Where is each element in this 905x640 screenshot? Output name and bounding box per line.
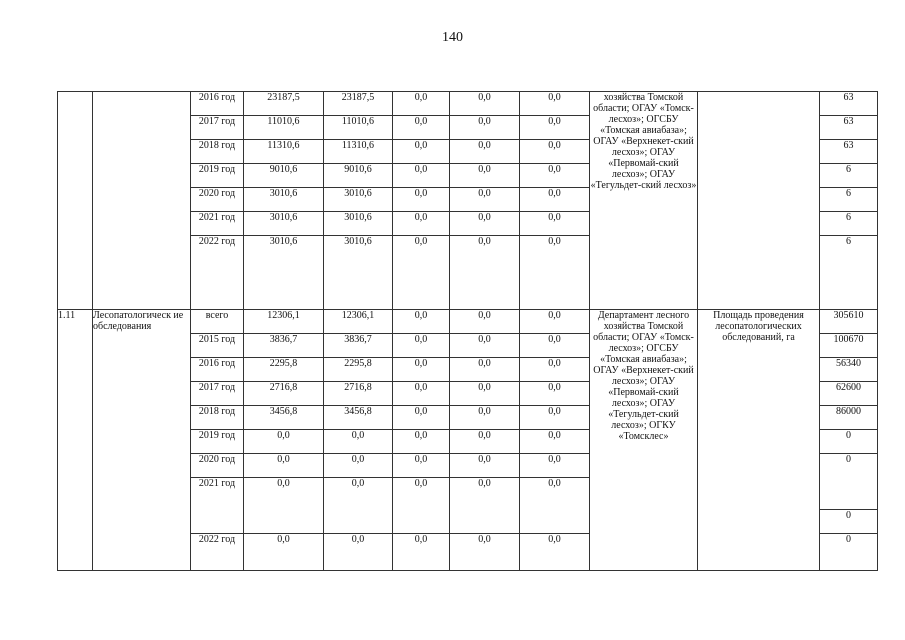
value-cell: 0,0	[450, 454, 520, 478]
value-cell: 0,0	[450, 310, 520, 334]
regional-cell: 2295,8	[324, 358, 393, 382]
value-cell: 0,0	[450, 406, 520, 430]
item-number-cell	[58, 92, 93, 310]
indicator-value-cell: 63	[820, 92, 878, 116]
value-cell: 0,0	[393, 310, 450, 334]
value-cell: 0,0	[393, 236, 450, 310]
total-cell: 3010,6	[244, 188, 324, 212]
indicator-cell	[698, 92, 820, 310]
regional-cell: 3456,8	[324, 406, 393, 430]
value-cell: 0,0	[450, 334, 520, 358]
year-cell: 2020 год	[191, 454, 244, 478]
value-cell: 0,0	[520, 454, 590, 478]
year-cell: 2018 год	[191, 406, 244, 430]
value-cell: 0,0	[393, 140, 450, 164]
year-cell: 2022 год	[191, 236, 244, 310]
year-cell: 2017 год	[191, 382, 244, 406]
executors-text: Департамент лесного хозяйства Томской области; ОГАУ «Томск-лесхоз»; ОГСБУ «Томская авиабаза»; ОГАУ «Верхнекет-ский лесхоз»; ОГАУ «Первомай-ский лесхоз»; ОГАУ «Тегульдет-ский лесхоз»; ОГКУ «Томсклес»	[593, 310, 694, 442]
value-cell: 0,0	[393, 334, 450, 358]
executors-cell	[590, 92, 698, 310]
year-cell: 2021 год	[191, 478, 244, 534]
total-cell: 9010,6	[244, 164, 324, 188]
year-cell: 2019 год	[191, 430, 244, 454]
value-cell: 0,0	[450, 164, 520, 188]
total-cell: 3836,7	[244, 334, 324, 358]
value-cell: 0,0	[393, 92, 450, 116]
total-cell: 2295,8	[244, 358, 324, 382]
value-cell: 0,0	[393, 116, 450, 140]
total-cell: 3010,6	[244, 212, 324, 236]
value-cell: 0,0	[520, 358, 590, 382]
value-cell: 0,0	[393, 478, 450, 534]
year-cell: 2022 год	[191, 534, 244, 571]
regional-cell: 23187,5	[324, 92, 393, 116]
regional-cell: 2716,8	[324, 382, 393, 406]
value-cell: 0,0	[520, 382, 590, 406]
value-cell: 0,0	[520, 310, 590, 334]
program-table	[57, 91, 878, 571]
value-cell: 0,0	[520, 140, 590, 164]
regional-cell: 0,0	[324, 478, 393, 534]
item-name-cell	[93, 92, 191, 310]
year-cell: всего	[191, 310, 244, 334]
indicator-value-cell: 100670	[820, 334, 878, 358]
year-cell: 2021 год	[191, 212, 244, 236]
value-cell: 0,0	[450, 236, 520, 310]
year-cell: 2018 год	[191, 140, 244, 164]
value-cell: 0,0	[450, 92, 520, 116]
indicator-value-cell: 0	[820, 534, 878, 571]
value-cell: 0,0	[450, 382, 520, 406]
total-cell: 0,0	[244, 454, 324, 478]
regional-cell: 11010,6	[324, 116, 393, 140]
indicator-value-cell: 62600	[820, 382, 878, 406]
value-cell: 0,0	[393, 382, 450, 406]
regional-cell: 12306,1	[324, 310, 393, 334]
regional-cell: 3010,6	[324, 212, 393, 236]
table-row	[58, 310, 878, 334]
indicator-value-cell: 56340	[820, 358, 878, 382]
value-cell: 0,0	[450, 212, 520, 236]
indicator-value-cell: 6	[820, 212, 878, 236]
total-cell: 11010,6	[244, 116, 324, 140]
executors-cell	[590, 310, 698, 571]
indicator-value-cell: 6	[820, 236, 878, 310]
indicator-value-cell: 6	[820, 164, 878, 188]
value-cell: 0,0	[450, 140, 520, 164]
value-cell: 0,0	[520, 406, 590, 430]
executors-text: хозяйства Томской области; ОГАУ «Томск-лесхоз»; ОГСБУ «Томская авиабаза»; ОГАУ «Верхнекет-ский лесхоз»; ОГАУ «Первомай-ский лесхоз»; ОГАУ «Тегульдет-ский лесхоз»	[590, 92, 697, 191]
regional-cell: 0,0	[324, 534, 393, 571]
value-cell: 0,0	[393, 212, 450, 236]
year-cell: 2019 год	[191, 164, 244, 188]
total-cell: 11310,6	[244, 140, 324, 164]
value-cell: 0,0	[450, 116, 520, 140]
value-cell: 0,0	[520, 430, 590, 454]
indicator-cell: Площадь проведения лесопатологических обследований, га	[698, 310, 820, 571]
value-cell: 0,0	[393, 406, 450, 430]
value-cell: 0,0	[393, 454, 450, 478]
value-cell: 0,0	[393, 534, 450, 571]
indicator-value-cell: 0	[820, 454, 878, 510]
total-cell: 12306,1	[244, 310, 324, 334]
indicator-value-cell: 305610	[820, 310, 878, 334]
indicator-value-cell: 86000	[820, 406, 878, 430]
value-cell: 0,0	[520, 212, 590, 236]
year-cell: 2020 год	[191, 188, 244, 212]
value-cell: 0,0	[520, 534, 590, 571]
regional-cell: 11310,6	[324, 140, 393, 164]
total-cell: 0,0	[244, 534, 324, 571]
value-cell: 0,0	[450, 358, 520, 382]
table-row	[58, 92, 878, 116]
year-cell: 2015 год	[191, 334, 244, 358]
total-cell: 23187,5	[244, 92, 324, 116]
total-cell: 3456,8	[244, 406, 324, 430]
value-cell: 0,0	[520, 116, 590, 140]
regional-cell: 3010,6	[324, 188, 393, 212]
value-cell: 0,0	[393, 188, 450, 212]
indicator-value-cell: 63	[820, 116, 878, 140]
value-cell: 0,0	[393, 164, 450, 188]
total-cell: 2716,8	[244, 382, 324, 406]
indicator-value-cell: 63	[820, 140, 878, 164]
value-cell: 0,0	[520, 188, 590, 212]
value-cell: 0,0	[450, 188, 520, 212]
value-cell: 0,0	[450, 478, 520, 534]
value-cell: 0,0	[520, 164, 590, 188]
year-cell: 2017 год	[191, 116, 244, 140]
year-cell: 2016 год	[191, 92, 244, 116]
value-cell: 0,0	[450, 534, 520, 571]
value-cell: 0,0	[450, 430, 520, 454]
value-cell: 0,0	[520, 236, 590, 310]
indicator-value-cell: 0	[820, 510, 878, 534]
page-number: 140	[442, 30, 463, 45]
value-cell: 0,0	[520, 334, 590, 358]
value-cell: 0,0	[393, 358, 450, 382]
total-cell: 0,0	[244, 430, 324, 454]
regional-cell: 3836,7	[324, 334, 393, 358]
year-cell: 2016 год	[191, 358, 244, 382]
value-cell: 0,0	[520, 92, 590, 116]
regional-cell: 9010,6	[324, 164, 393, 188]
total-cell: 0,0	[244, 478, 324, 534]
item-number-cell: 1.11	[58, 310, 93, 571]
total-cell: 3010,6	[244, 236, 324, 310]
value-cell: 0,0	[393, 430, 450, 454]
item-name-cell: Лесопатологическ ие обследования	[93, 310, 191, 571]
regional-cell: 3010,6	[324, 236, 393, 310]
value-cell: 0,0	[520, 478, 590, 534]
indicator-value-cell: 0	[820, 430, 878, 454]
regional-cell: 0,0	[324, 430, 393, 454]
indicator-value-cell: 6	[820, 188, 878, 212]
regional-cell: 0,0	[324, 454, 393, 478]
